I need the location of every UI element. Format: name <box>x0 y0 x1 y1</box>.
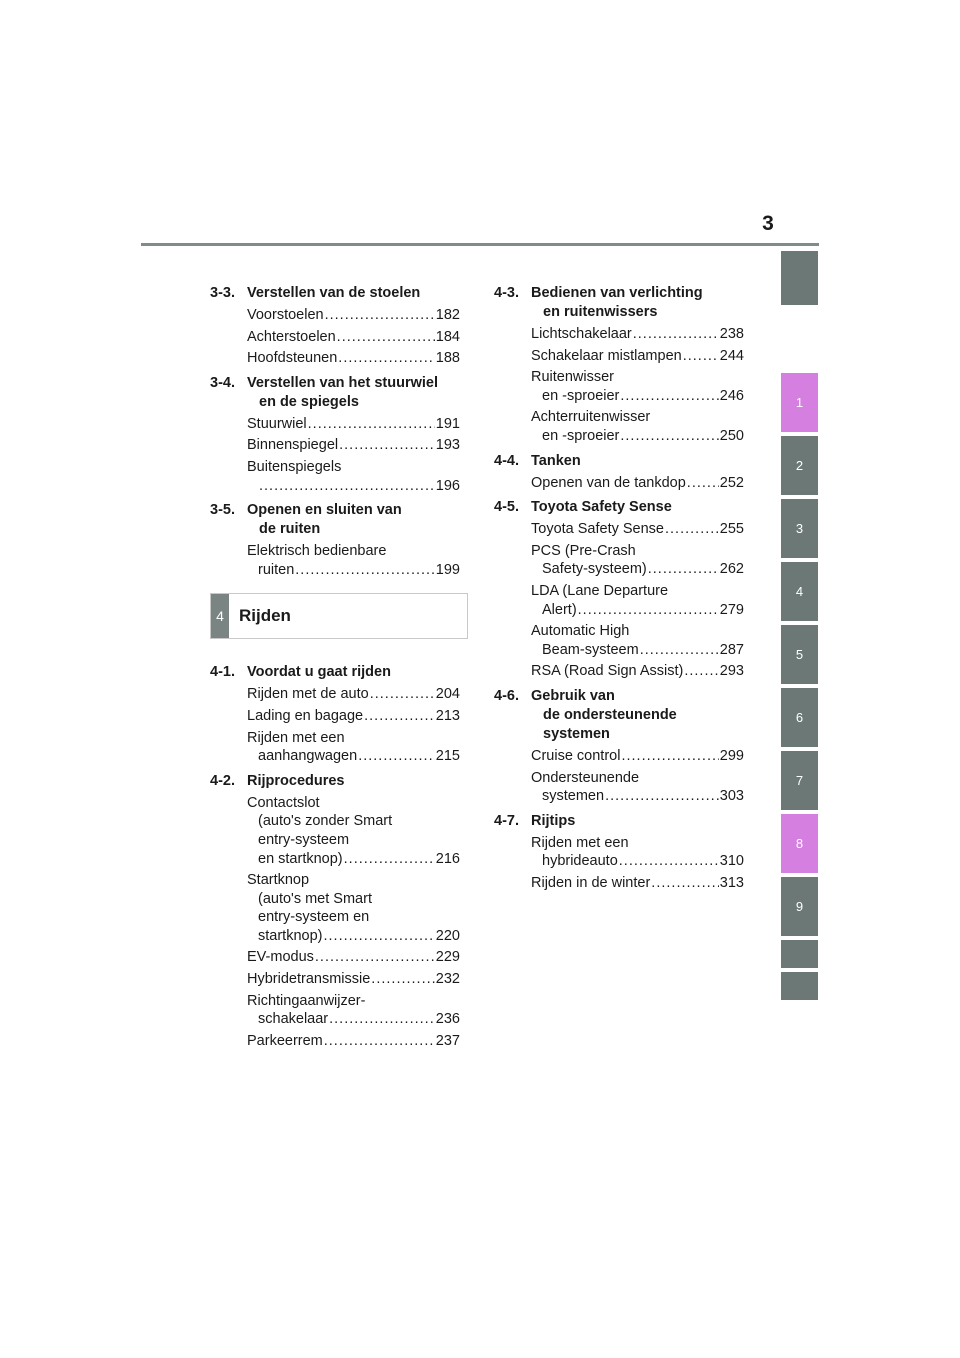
side-tab-6[interactable]: 6 <box>781 688 818 747</box>
section-heading[interactable] <box>494 687 744 744</box>
toc-entry[interactable] <box>531 874 744 893</box>
section-number: 3-4. <box>210 374 235 391</box>
leader-dots <box>620 427 718 446</box>
entry-page-number: 250 <box>719 427 744 444</box>
leader-dots <box>633 325 719 344</box>
leader-dots <box>339 436 435 455</box>
toc-section <box>210 663 460 765</box>
toc-entry[interactable] <box>247 542 460 579</box>
section-title: Verstellen van het stuurwiel en de spiegels <box>247 374 438 410</box>
toc-entry[interactable] <box>531 662 744 681</box>
leader-dots <box>308 415 435 434</box>
section-heading[interactable] <box>494 812 744 831</box>
entry-text: Beam-systeem <box>542 641 639 658</box>
section-title: Toyota Safety Sense <box>531 499 672 516</box>
section-title: Verstellen van de stoelen <box>247 285 421 301</box>
section-heading[interactable] <box>210 663 460 682</box>
side-tab-4[interactable]: 4 <box>781 562 818 621</box>
leader-dots <box>683 347 719 366</box>
leader-dots <box>338 349 435 368</box>
section-heading[interactable] <box>210 284 460 303</box>
toc-section <box>210 772 460 1051</box>
toc-entry[interactable] <box>531 622 744 659</box>
side-tab-3[interactable]: 3 <box>781 499 818 558</box>
toc-entry[interactable] <box>531 347 744 366</box>
entry-page-number: 246 <box>719 387 744 404</box>
side-tab-7[interactable]: 7 <box>781 751 818 810</box>
entry-text: Stuurwiel <box>247 415 307 432</box>
section-number: 4-7. <box>494 812 519 829</box>
toc-entry[interactable] <box>531 747 744 766</box>
entry-text: Parkeerrem <box>247 1032 323 1049</box>
section-heading[interactable] <box>210 501 460 539</box>
entry-page-number: 215 <box>435 748 460 765</box>
leader-dots <box>344 850 435 869</box>
toc-entry[interactable] <box>531 408 744 445</box>
entry-page-number: 188 <box>435 350 460 367</box>
toc-section <box>210 501 460 579</box>
side-tab-blank[interactable] <box>781 251 818 305</box>
entry-text: Alert) <box>542 601 577 618</box>
entry-page-number: 232 <box>435 971 460 988</box>
side-tab-1[interactable]: 1 <box>781 373 818 432</box>
leader-dots <box>364 707 435 726</box>
entry-text: Toyota Safety Sense <box>531 521 664 538</box>
leader-dots <box>620 387 718 406</box>
section-title: Openen en sluiten van de ruiten <box>247 502 402 538</box>
leader-dots <box>640 641 719 660</box>
entry-text: RSA (Road Sign Assist) <box>531 663 684 680</box>
entry-page-number: 193 <box>435 437 460 454</box>
chapter-title: Rijden <box>239 606 291 626</box>
entry-text: en startknop) <box>258 850 343 867</box>
toc-entry[interactable] <box>247 970 460 989</box>
section-number: 3-5. <box>210 502 235 519</box>
section-number: 4-5. <box>494 499 519 516</box>
entry-page-number: 262 <box>719 561 744 578</box>
leader-dots <box>370 685 435 704</box>
toc-entry[interactable] <box>247 948 460 967</box>
entry-page-number: 287 <box>719 641 744 658</box>
toc-entry[interactable] <box>247 794 460 868</box>
toc-entry[interactable] <box>247 415 460 434</box>
entry-page-number: 191 <box>435 415 460 432</box>
entry-text: Richtingaanwijzer- <box>247 992 366 1009</box>
toc-entry[interactable] <box>247 1032 460 1051</box>
section-number: 4-3. <box>494 285 519 301</box>
entry-text: schakelaar <box>258 1011 329 1028</box>
leader-dots <box>324 1032 435 1051</box>
leader-dots <box>621 747 718 766</box>
entry-text: Rijden met de auto <box>247 686 369 703</box>
page-number: 3 <box>762 212 774 235</box>
leader-dots <box>358 747 435 766</box>
section-title: Rijtips <box>531 812 576 829</box>
entry-text: startknop) <box>258 927 323 944</box>
entry-text: entry-systeem en <box>258 909 370 926</box>
entry-text: Ruitenwisser <box>531 369 614 386</box>
entry-page-number: 310 <box>719 853 744 870</box>
entry-page-number: 293 <box>719 663 744 680</box>
entry-text: Elektrisch bedienbare <box>247 543 387 560</box>
toc-entry[interactable] <box>247 349 460 368</box>
entry-text: hybrideauto <box>542 853 618 870</box>
side-tab-blank[interactable] <box>781 940 818 968</box>
entry-text: Achterruitenwisser <box>531 409 651 426</box>
leader-dots <box>329 1010 435 1029</box>
leader-dots <box>648 560 719 579</box>
section-number: 4-4. <box>494 452 519 469</box>
section-title: Tanken <box>531 452 581 469</box>
entry-text: Cruise control <box>531 747 621 764</box>
leader-dots <box>619 852 719 871</box>
entry-text: Rijden met een <box>531 834 629 851</box>
entry-page-number: 182 <box>435 307 460 323</box>
section-number: 3-3. <box>210 285 235 301</box>
entry-text: systemen <box>542 788 605 805</box>
entry-text: Startknop <box>247 872 310 889</box>
entry-text: ruiten <box>258 561 295 578</box>
toc-entry[interactable] <box>247 328 460 347</box>
toc-entry[interactable] <box>247 685 460 704</box>
section-title: Gebruik van de ondersteunende systemen <box>531 687 677 742</box>
toc-entry[interactable] <box>247 729 460 766</box>
toc-entry[interactable] <box>247 707 460 726</box>
toc-entry[interactable] <box>531 769 744 806</box>
section-heading[interactable] <box>210 772 460 791</box>
section-title: Rijprocedures <box>247 772 345 789</box>
toc-section <box>494 812 744 893</box>
section-number: 4-1. <box>210 664 235 681</box>
toc-section <box>494 452 744 493</box>
entry-page-number: 196 <box>435 477 460 494</box>
entry-text: Ondersteunende <box>531 769 640 786</box>
entry-text: aanhangwagen <box>258 748 358 765</box>
toc-entry[interactable] <box>247 871 460 945</box>
entry-page-number: 204 <box>435 686 460 703</box>
entry-text: entry-systeem <box>258 831 350 848</box>
leader-dots <box>295 561 435 580</box>
section-heading[interactable] <box>210 374 460 412</box>
entry-page-number: 303 <box>719 788 744 805</box>
leader-dots <box>337 328 435 347</box>
entry-page-number: 199 <box>435 561 460 578</box>
chapter-number: 4 <box>211 594 229 638</box>
entry-text: en -sproeier <box>542 387 620 404</box>
entry-page-number: 236 <box>435 1011 460 1028</box>
entry-text: Automatic High <box>531 623 630 640</box>
entry-page-number: 213 <box>435 707 460 724</box>
entry-page-number: 229 <box>435 949 460 966</box>
entry-page-number: 244 <box>719 347 744 364</box>
toc-right-column <box>494 284 744 898</box>
toc-entry[interactable] <box>531 474 744 493</box>
entry-text: PCS (Pre-Crash <box>531 542 636 559</box>
entry-text: Contactslot <box>247 794 320 811</box>
entry-page-number: 255 <box>719 521 744 538</box>
section-title: Voordat u gaat rijden <box>247 664 391 681</box>
toc-section <box>494 284 744 446</box>
entry-page-number: 313 <box>719 874 744 891</box>
leader-dots <box>665 520 719 539</box>
section-number: 4-2. <box>210 772 235 789</box>
leader-dots <box>323 927 434 946</box>
leader-dots <box>651 874 719 893</box>
entry-page-number: 238 <box>719 326 744 342</box>
toc-section <box>494 498 744 681</box>
leader-dots <box>325 306 435 325</box>
side-tab-8[interactable]: 8 <box>781 814 818 873</box>
entry-text: Lading en bagage <box>247 707 364 724</box>
toc-entry[interactable] <box>531 325 744 344</box>
entry-page-number: 184 <box>435 328 460 345</box>
entry-text: Hoofdsteunen <box>247 350 338 367</box>
leader-dots <box>684 662 718 681</box>
section-number: 4-6. <box>494 687 519 704</box>
toc-entry[interactable] <box>531 582 744 619</box>
leader-dots <box>315 948 435 967</box>
leader-dots <box>687 474 719 493</box>
chapter-heading[interactable] <box>210 593 468 639</box>
section-heading[interactable] <box>494 284 744 322</box>
toc-section <box>210 284 460 368</box>
toc-entry[interactable] <box>247 306 460 325</box>
entry-text: Achterstoelen <box>247 328 336 345</box>
entry-text: Safety-systeem) <box>542 561 647 578</box>
section-heading[interactable] <box>494 498 744 517</box>
toc-entry[interactable] <box>531 520 744 539</box>
toc-entry[interactable] <box>531 834 744 871</box>
entry-page-number: 299 <box>719 747 744 764</box>
side-tab-9[interactable]: 9 <box>781 877 818 936</box>
entry-page-number: 279 <box>719 601 744 618</box>
side-tab-blank[interactable] <box>781 972 818 1000</box>
entry-page-number: 252 <box>719 474 744 491</box>
leader-dots <box>605 787 719 806</box>
entry-text: Openen van de tankdop <box>531 474 686 491</box>
entry-text: Buitenspiegels <box>247 458 342 475</box>
entry-text: Rijden met een <box>247 729 345 746</box>
toc-entry[interactable] <box>247 992 460 1029</box>
toc-section <box>494 687 744 806</box>
toc-entry[interactable] <box>247 436 460 455</box>
entry-text: Hybridetransmissie <box>247 971 371 988</box>
entry-text: en -sproeier <box>542 427 620 444</box>
entry-text: EV-modus <box>247 949 314 966</box>
side-tab-5[interactable]: 5 <box>781 625 818 684</box>
entry-text: (auto's met Smart <box>258 890 372 907</box>
entry-page-number: 237 <box>435 1032 460 1049</box>
entry-page-number: 220 <box>435 927 460 944</box>
leader-dots <box>578 601 719 620</box>
side-tab-2[interactable]: 2 <box>781 436 818 495</box>
entry-text: Schakelaar mistlampen <box>531 347 682 364</box>
leader-dots <box>371 970 435 989</box>
entry-text: Binnenspiegel <box>247 437 339 454</box>
entry-text: (auto's zonder Smart <box>258 813 393 830</box>
leader-dots <box>259 477 435 496</box>
entry-text: LDA (Lane Departure <box>531 582 669 599</box>
entry-text: Rijden in de winter <box>531 874 651 891</box>
header-rule <box>141 243 819 246</box>
section-title: Bedienen van verlichting en ruitenwissers <box>531 285 703 320</box>
toc-left-column <box>210 284 460 1056</box>
toc-entry[interactable] <box>531 542 744 579</box>
entry-text: Voorstoelen <box>247 307 324 323</box>
toc-entry[interactable] <box>247 458 460 495</box>
entry-page-number: 216 <box>435 850 460 867</box>
toc-section <box>210 374 460 495</box>
entry-text: Lichtschakelaar <box>531 326 632 342</box>
toc-entry[interactable] <box>531 368 744 405</box>
section-heading[interactable] <box>494 452 744 471</box>
